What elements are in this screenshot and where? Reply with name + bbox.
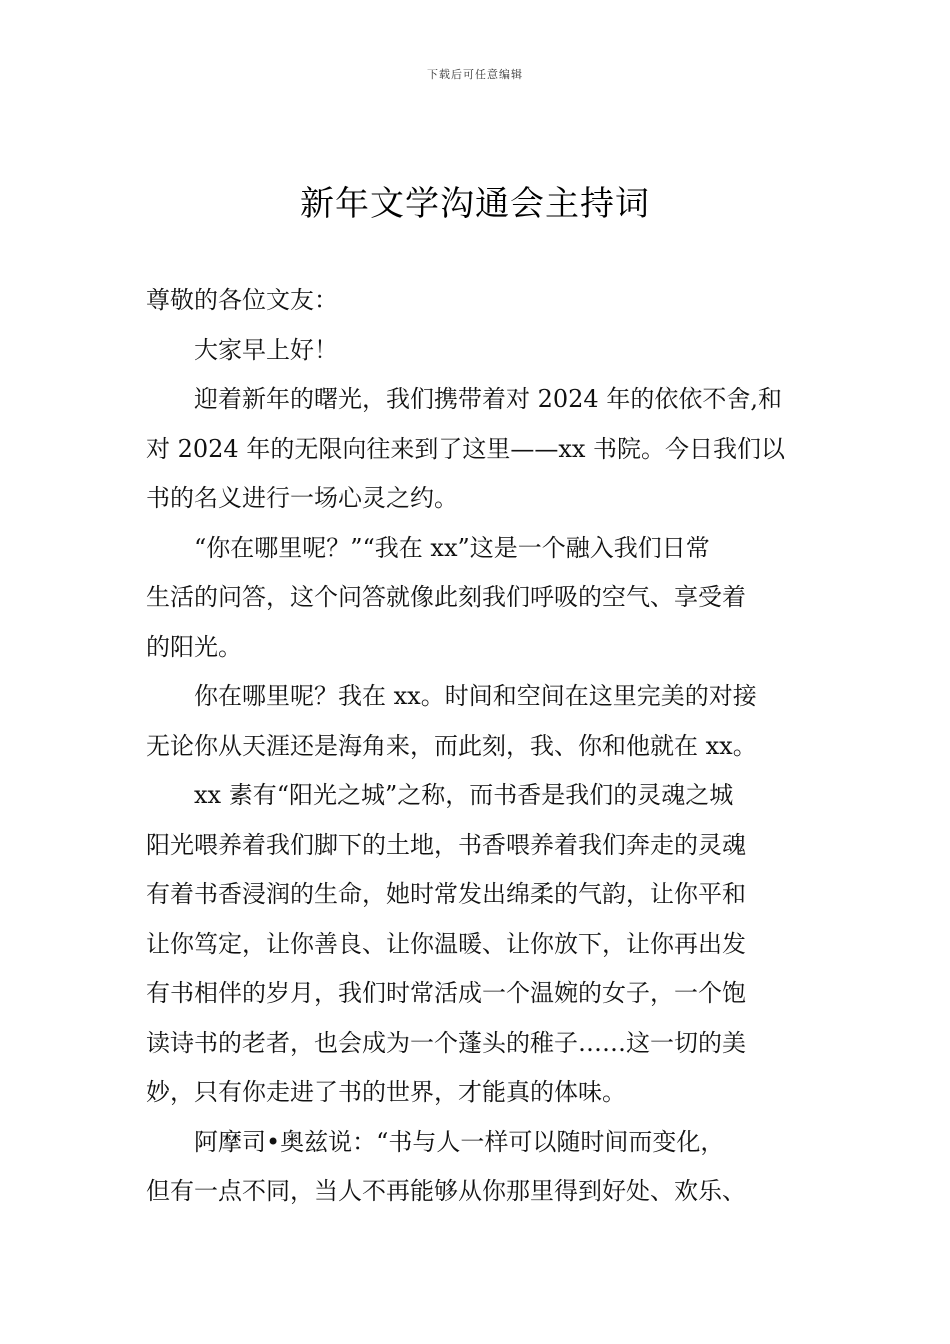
- text-line: 书的名义进行一场心灵之约。: [146, 484, 458, 512]
- text-line: 大家早上好！: [194, 335, 338, 364]
- text-line: 你在哪里呢？我在 xx。时间和空间在这里完美的对接: [194, 682, 757, 710]
- text-line: 阳光喂养着我们脚下的土地，书香喂养着我们奔走的灵魂: [146, 830, 746, 859]
- text-line: 的阳光。: [146, 632, 242, 661]
- header-note: 下载后可任意编辑: [427, 68, 523, 81]
- text-line: “你在哪里呢？”“我在 xx”这是一个融入我们日常: [194, 533, 710, 562]
- text-line: 阿摩司•奥兹说：“书与人一样可以随时间而变化，: [194, 1127, 725, 1156]
- text-line: 生活的问答，这个问答就像此刻我们呼吸的空气、享受着: [146, 583, 746, 611]
- text-line: 读诗书的老者，也会成为一个蓬头的稚子……这一切的美: [146, 1028, 746, 1057]
- text-line: 对 2024 年的无限向往来到了这里——xx 书院。今日我们以: [146, 434, 786, 463]
- text-line: 妙，只有你走进了书的世界，才能真的体味。: [146, 1078, 626, 1106]
- text-line: 但有一点不同，当人不再能够从你那里得到好处、欢乐、: [146, 1177, 746, 1205]
- text-line: 有书相伴的岁月，我们时常活成一个温婉的女子，一个饱: [146, 979, 746, 1007]
- text-line: 迎着新年的曙光，我们携带着对 2024 年的依依不舍,和: [194, 385, 782, 413]
- text-line: xx 素有“阳光之城”之称，而书香是我们的灵魂之城: [194, 781, 734, 809]
- text-line: 有着书香浸润的生命，她时常发出绵柔的气韵，让你平和: [146, 880, 746, 908]
- text-line: 让你笃定，让你善良、让你温暖、让你放下，让你再出发: [146, 929, 746, 958]
- text-line: 无论你从天涯还是海角来，而此刻，我、你和他就在 xx。: [146, 731, 757, 760]
- document-body: [146, 276, 816, 1217]
- text-line: 尊敬的各位文友：: [146, 286, 338, 314]
- document-title: 新年文学沟通会主持词: [300, 184, 650, 224]
